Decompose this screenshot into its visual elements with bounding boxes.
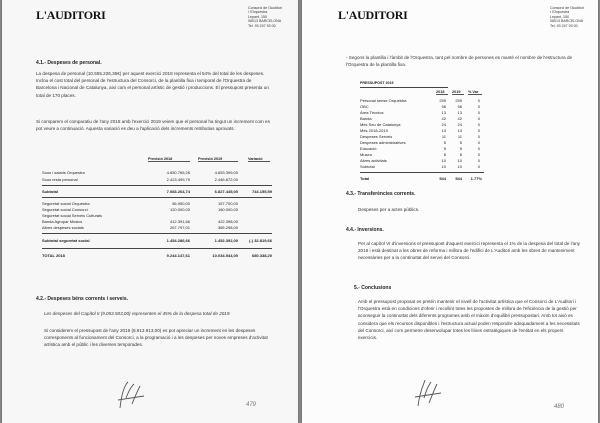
divider <box>42 185 272 186</box>
table-row: Despeses administratives 5 5 0 <box>360 140 480 145</box>
table-row: Museu 8 8 0 <box>360 152 480 157</box>
paragraph: Despeses per a actes públics. <box>358 207 420 212</box>
paragraph: La despesa de personal (10.555.226,36€) per aquest exercici 2018 representa el 54% del total de les despeses. Inclou el cost total del personal de l'estructura del Consorci, de la plantilla fixa i temporal de l'Orquestra de Barcelona i Nacional de Catalunya, així com el personal artístic de gestió i produccions. El pressupost presenta un total de 170 places. <box>36 71 269 98</box>
table-row: Despeses Serveis 11 11 0 <box>360 134 480 139</box>
paragraph: Si comparem el comparatiu de l'any 2018 amb l'exercici 2019 veiem que el personal ha tingut un increment com es pot veure a continuació. Aquesta variació es deu a l'aplicació dels increments retributius aprovats. <box>36 119 270 132</box>
table-row: Seguretat social Serveis Culturals <box>42 213 103 218</box>
paragraph: - Segons la plantilla i l'àmbit de l'Orquestra, tant pel nombre de persones es manté el nombre de l'estructura de l'Orquestra de la plantilla fixa. <box>346 55 573 68</box>
divider <box>360 172 484 173</box>
table-row: Subtotal seguretat social 1.454.286,66 1.452.392,00 (-) 32.819,66 <box>42 238 272 243</box>
address-block: Consorci de l'Auditori i l'Orquestra Lepant, 150 08013 BARCELONA Tel. 93 247 93 00 <box>550 6 584 28</box>
table-row: Àrea Tècnica 13 13 0 <box>360 110 480 115</box>
table-row: Educació 5 5 0 <box>360 146 480 151</box>
table-row: Subtotal 10 10 0 <box>360 164 480 169</box>
document-page-left <box>2 0 298 423</box>
address-block: Consorci de l'Auditori i l'Orquestra Lepant, 150 08013 BARCELONA Tel. 93 247 93 00 <box>248 6 282 28</box>
table-row: Personal sense Orquestra 255 255 0 <box>360 98 480 103</box>
table-header: Variació <box>248 157 270 162</box>
table-header: 2018 <box>436 90 448 95</box>
divider <box>360 87 448 88</box>
table-title: PRESSUPOST 2019 <box>360 81 394 85</box>
document-page-right <box>302 0 598 423</box>
table-row: Seguretat social Consorci 120.000,00 160.000,00 <box>42 207 238 212</box>
table-header: Previsió 2019 <box>198 157 238 162</box>
paragraph: Amb el pressupost proposat es pretén mantenir el nivell de l'activitat artística que el Consorci de L'Auditori i l'Orquestra està en condicions d'oferir i recollint totes les propostes de millora de l'eficiència de la gestió per aconseguir la continuïtat dels diferents programes amb el màxim d'equilibri pressupostari. Amb tot això es considera que els recursos disponibles i l'estructura actual poden respondre adequadament a les necessitats del Consorci, així com permetre desenvolupar totes les línies estratègiques de l'entitat en els propers exercicis. <box>358 299 580 341</box>
table-row: TOTAL 2018 9.244.147,61 10.034.544,00 680.338,20 <box>42 253 272 258</box>
section-title-investments: 4.4.- Inversions. <box>346 227 384 233</box>
table-row: Més Seu de Catalunya 24 24 0 <box>360 122 480 127</box>
table-row: Subtotal 7.083.264,74 6.827.445,00 744.155,59 <box>42 189 272 194</box>
table-header: % Var <box>468 90 482 95</box>
paragraph: Si considerem el pressupost de l'any 2019 (8.913.913,00) es pot apreciar un increment en les despeses corresponents al funcionament del Consorci, a la programació i a les despeses per noves empreses d'activitat artística amb el públic i les diverses temporades. <box>44 328 268 348</box>
table-row: Total 544 544 1.77% <box>360 176 482 181</box>
section-title-transfers: 4.3.- Transferències corrents. <box>346 191 416 197</box>
table-row: Banda 42 42 0 <box>360 116 480 121</box>
section-title-goods-services: 4.2.- Despeses béns corrents i serveis. <box>36 296 128 302</box>
table-header: 2019 <box>452 90 464 95</box>
table-row: OBC 96 96 0 <box>360 104 480 109</box>
section-title-conclusions: 5.- Conclusions <box>354 285 392 291</box>
page-number: 479 <box>246 402 257 408</box>
divider <box>42 197 272 198</box>
auditori-logo: L'AUDITORI <box>36 8 106 22</box>
table-row: Banda Agrupar Músics 412.391,66 422.398,00 <box>42 219 238 224</box>
divider <box>42 248 272 249</box>
page-number: 480 <box>554 404 565 410</box>
table-row: Altres activitats 10 10 0 <box>360 158 480 163</box>
table-row: Sous i salaris Orquestra 4.650.765,26 4.653.399,00 <box>42 170 238 175</box>
table-row: Seguretat social Orquestra 56.950,00 157.700,00 <box>42 201 238 206</box>
signature-mark <box>412 378 446 408</box>
paragraph: Per al capítol VI d'inversions el pressupost d'aquest exercici representa el 1% de la despesa del total de l'any 2019 i està destinat a les obres de reforma i millora de l'edifici de L'Auditori amb les obres de manteniment necessàries per a la continuïtat del servei del Consorci. <box>358 241 580 261</box>
divider <box>42 233 272 234</box>
table-header: Previsió 2018 <box>148 157 190 162</box>
auditori-logo: L'AUDITORI <box>338 8 408 22</box>
paragraph: Les despeses del Capítol II (9.053.503,00) representen el 45% de la despesa total de 2019. <box>44 311 231 316</box>
table-row: Altres despeses socials 267.797,01 365.298,00 <box>42 225 238 230</box>
table-row: Sous resta personal 2.423.499,79 2.446.872,00 <box>42 177 238 182</box>
section-title-personnel: 4.1.- Despeses de personal. <box>36 60 102 66</box>
table-row: Més 2018-2019 13 13 0 <box>360 128 480 133</box>
signature-mark <box>114 380 150 410</box>
